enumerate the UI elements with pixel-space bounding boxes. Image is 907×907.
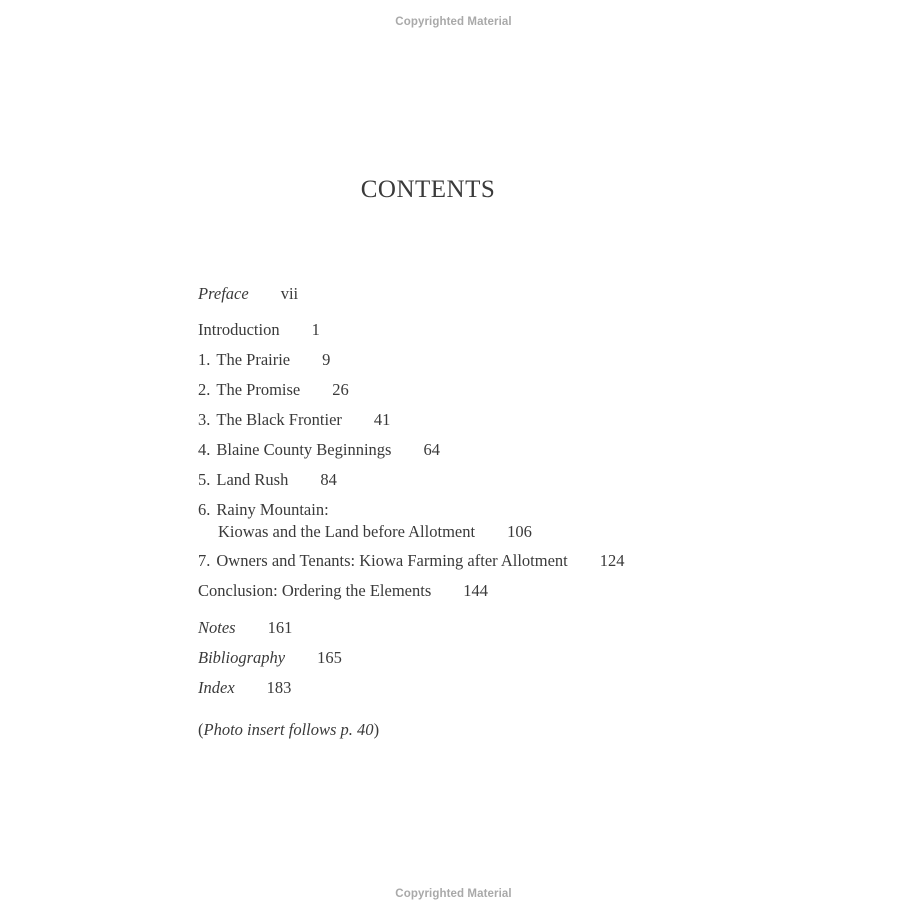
toc-entry-label: Notes — [198, 618, 236, 637]
toc-entry-label: Bibliography — [198, 648, 286, 667]
toc-entry-label: Owners and Tenants: Kiowa Farming after Allotment — [216, 551, 568, 570]
toc-entry-page: 1 — [311, 320, 320, 339]
toc-entry-label: The Prairie — [216, 350, 291, 369]
note-text: Photo insert follows p. 40 — [203, 720, 374, 739]
toc-chapter-number: 3. — [198, 410, 211, 429]
toc-entry-page: 183 — [266, 678, 292, 697]
toc-entry-page: 124 — [599, 551, 625, 570]
photo-insert-note — [198, 719, 379, 741]
table-of-contents — [198, 0, 758, 907]
copyright-watermark-bottom: Copyrighted Material — [395, 888, 512, 900]
toc-entry-label: The Promise — [216, 380, 301, 399]
toc-entry-page: 161 — [267, 618, 293, 637]
toc-entry-notes[interactable] — [198, 617, 292, 639]
toc-entry-label: Index — [198, 678, 235, 697]
toc-chapter-number: 1. — [198, 350, 211, 369]
toc-entry-label: Blaine County Beginnings — [216, 440, 392, 459]
note-open-paren: ( — [198, 720, 204, 739]
toc-entry-page: 26 — [332, 380, 349, 399]
toc-entry-page: vii — [280, 284, 299, 303]
toc-chapter-number: 2. — [198, 380, 211, 399]
toc-entry-conclusion[interactable] — [198, 580, 488, 602]
toc-entry-page: 41 — [373, 410, 391, 429]
toc-entry-bibliography[interactable] — [198, 647, 342, 669]
toc-entry-label: Preface — [198, 284, 249, 303]
toc-entry-page: 144 — [463, 581, 488, 600]
toc-entry-label-continued: Kiowas and the Land before Allotment — [218, 522, 476, 541]
toc-entry-page: 165 — [317, 648, 342, 667]
toc-entry-label: Land Rush — [216, 470, 289, 489]
toc-entry-chapter-6[interactable] — [198, 499, 532, 543]
toc-entry-chapter-1[interactable] — [198, 349, 330, 371]
toc-entry-label: Rainy Mountain: — [216, 500, 329, 519]
page-title: CONTENTS — [360, 176, 496, 203]
toc-chapter-number: 7. — [198, 551, 211, 570]
toc-entry-page: 64 — [423, 440, 440, 459]
toc-entry-chapter-4[interactable] — [198, 439, 440, 461]
toc-entry-page: 9 — [322, 350, 331, 369]
toc-chapter-number: 4. — [198, 440, 211, 459]
toc-entry-preface[interactable] — [198, 283, 298, 305]
toc-entry-page: 106 — [507, 522, 532, 541]
toc-entry-chapter-2[interactable] — [198, 379, 349, 401]
toc-entry-chapter-7[interactable] — [198, 550, 625, 572]
toc-entry-page: 84 — [320, 470, 337, 489]
toc-entry-subtitle-line — [198, 521, 532, 543]
toc-entry-chapter-3[interactable] — [198, 409, 390, 431]
toc-entry-label: Introduction — [198, 320, 280, 339]
toc-entry-chapter-5[interactable] — [198, 469, 337, 491]
toc-chapter-number: 6. — [198, 500, 211, 519]
toc-chapter-number: 5. — [198, 470, 211, 489]
toc-entry-introduction[interactable] — [198, 319, 320, 341]
toc-entry-index[interactable] — [198, 677, 291, 699]
note-close-paren: ) — [373, 720, 380, 739]
toc-entry-label: Conclusion: Ordering the Elements — [198, 581, 432, 600]
copyright-watermark-top: Copyrighted Material — [395, 16, 512, 28]
toc-entry-label: The Black Frontier — [216, 410, 342, 429]
